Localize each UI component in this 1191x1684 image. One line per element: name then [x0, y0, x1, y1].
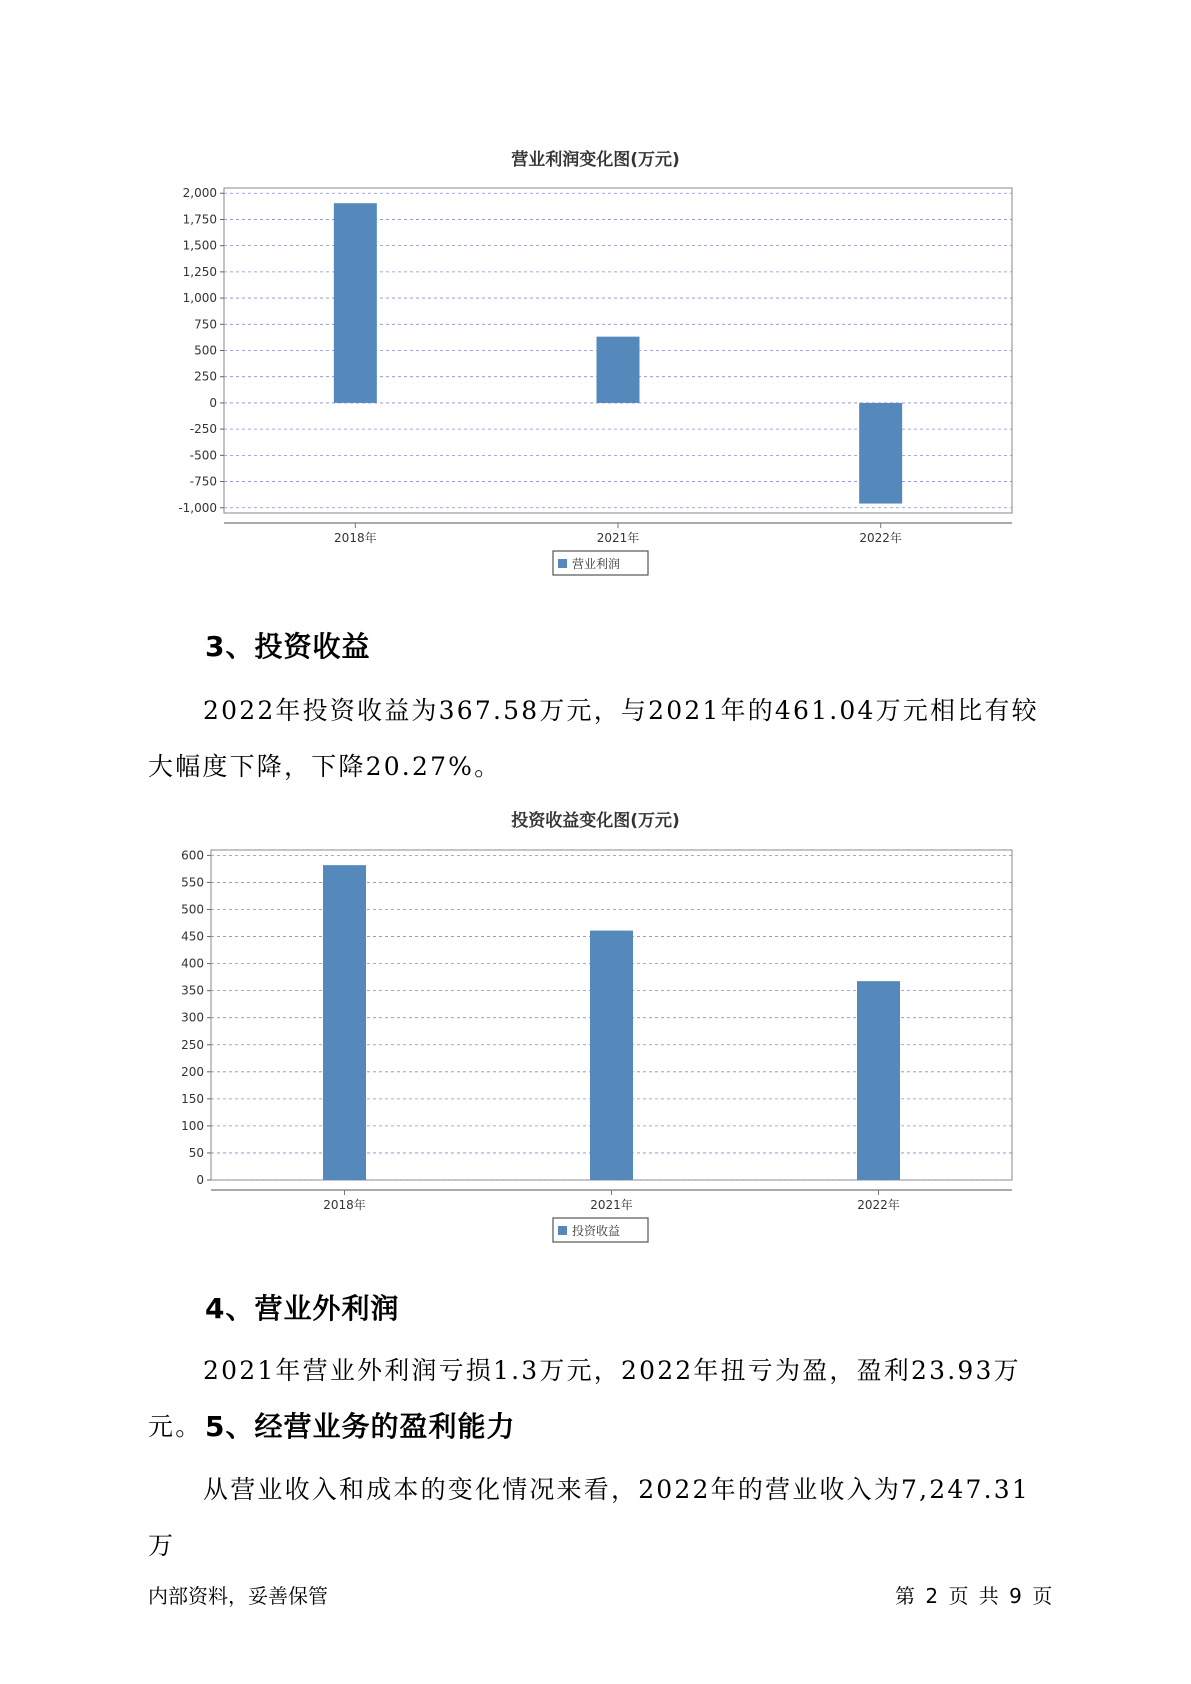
y-tick-label: 750 — [194, 317, 217, 332]
y-tick-label: -1,000 — [178, 500, 217, 515]
y-tick-label: 500 — [194, 343, 217, 358]
y-tick-label: 1,500 — [182, 238, 217, 253]
y-tick-label: 500 — [181, 902, 204, 917]
legend-label: 营业利润 — [572, 557, 621, 571]
y-tick-label: 100 — [181, 1118, 204, 1133]
y-tick-label: 150 — [181, 1091, 204, 1106]
investment-income-chart — [0, 835, 1191, 1255]
footer-confidential-note: 内部资料，妥善保管 — [148, 1584, 328, 1608]
y-tick-label: -750 — [189, 474, 217, 489]
legend-label: 投资收益 — [572, 1224, 621, 1238]
bar — [857, 981, 900, 1180]
y-tick-label: 450 — [181, 929, 204, 944]
section4-heading: 4、营业外利润 — [205, 1292, 400, 1325]
x-tick-label: 2022年 — [857, 1198, 900, 1212]
bar — [323, 865, 366, 1180]
x-tick-label: 2021年 — [596, 531, 640, 545]
chart2-title: 投资收益变化图(万元) — [511, 811, 680, 831]
y-tick-label: 0 — [196, 1173, 204, 1187]
legend-swatch — [558, 559, 567, 568]
bar — [590, 931, 633, 1180]
chart1-title: 营业利润变化图(万元) — [511, 150, 680, 170]
y-tick-label: 600 — [181, 848, 204, 863]
x-tick-label: 2018年 — [323, 1198, 366, 1212]
section3-paragraph: 2022年投资收益为367.58万元，与2021年的461.04万元相比有较大幅度下降，下降20.27%。 — [148, 696, 1039, 781]
y-tick-label: 550 — [181, 875, 204, 890]
y-tick-label: 1,750 — [182, 212, 217, 227]
y-tick-label: 400 — [181, 956, 204, 971]
y-tick-label: 50 — [188, 1145, 204, 1160]
y-tick-label: 200 — [181, 1064, 204, 1079]
section3-heading: 3、投资收益 — [205, 630, 371, 663]
y-tick-label: 250 — [181, 1037, 204, 1052]
y-tick-label: 1,000 — [182, 291, 217, 306]
x-tick-label: 2021年 — [590, 1198, 633, 1212]
bar — [334, 203, 377, 403]
x-tick-label: 2018年 — [334, 531, 377, 545]
y-tick-label: 2,000 — [182, 186, 217, 201]
y-tick-label: 250 — [194, 369, 217, 384]
operating-profit-chart — [0, 170, 1191, 590]
y-tick-label: -500 — [189, 448, 217, 463]
y-tick-label: -250 — [189, 422, 217, 437]
legend-swatch — [558, 1226, 567, 1235]
section5-paragraph: 从营业收入和成本的变化情况来看，2022年的营业收入为7,247.31万 — [148, 1475, 1030, 1560]
section4-paragraph: 2021年营业外利润亏损1.3万元，2022年扭亏为盈，盈利23.93万元。 — [148, 1356, 1021, 1441]
y-tick-label: 300 — [181, 1010, 204, 1025]
y-tick-label: 0 — [209, 395, 217, 410]
footer-page-number: 第 2 页 共 9 页 — [895, 1584, 1053, 1608]
x-tick-label: 2022年 — [859, 531, 902, 545]
bar — [597, 337, 640, 403]
y-tick-label: 350 — [181, 983, 204, 998]
section5-heading: 5、经营业务的盈利能力 — [205, 1410, 516, 1443]
y-tick-label: 1,250 — [182, 264, 217, 279]
bar — [859, 403, 902, 504]
